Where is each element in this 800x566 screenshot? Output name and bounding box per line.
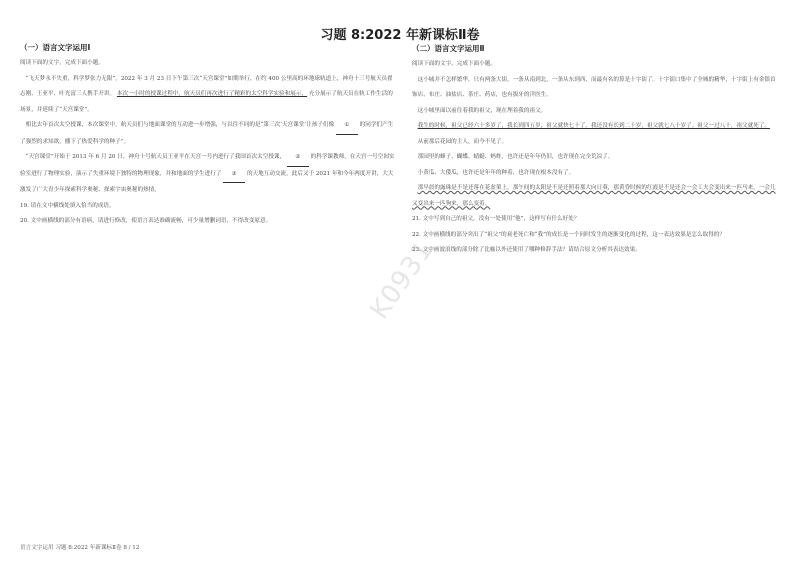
passage-paragraph-3 (20, 150, 398, 199)
passage-paragraph-1: 这小城并不怎样繁华，只有两条大街，一条从南到北，一条从东到西，而最有名的算是十字街了。十字街口集中了全城的精华，十字街上有金银首饰店、布庄、油盐店、茶庄、药店，也有拔牙的洋医生。 (412, 76, 776, 98)
underlined-sentence: 本次一小时的授课过程中，航天员们再次进行了精彩的太空科学实验和展示， (116, 91, 308, 97)
section-heading-1: （一）语言文字运用Ⅰ (20, 43, 91, 52)
question-23: 23. 文中画波浪线的部分除了比喻以外还使用了哪种修辞手法？请结合原文分析其表达效果。 (412, 247, 641, 253)
page-footer: 语言文字运用 习题 8:2022 年新课标Ⅱ卷 8 / 12 (20, 545, 140, 551)
paragraph-text: “天宫课堂”开始于 2013 年 6 月 20 日，神舟十号航天员王亚平在天宫一号内进行了我国首次太空授课， (25, 154, 286, 160)
question-19: 19. 请在文中横线处填入恰当的成语。 (20, 202, 115, 209)
wavy-underlined-paragraph: 那早晨的露珠是不是还落在花盆架上，那午间的太阳是不是还照着那大向日葵，那黄昏时候的红霞是不是还会一会工夫会变出来一匹马来，一会儿又变出来一匹狗来，那么变着。 (412, 185, 776, 207)
passage-paragraph-2: 这小城里面以前住着我的祖父，现在埋着我的祖父。 (417, 107, 547, 114)
paragraph-text: 充分展示了航天员在轨工作生活的场景，并延续了“天宫课堂”。 (20, 91, 393, 113)
passage-paragraph-5: 那园里的蜂子、蝴蝶、蜻蜓、蚂蚱，也许还是年年仍旧，也许现在完全荒凉了。 (417, 154, 614, 160)
passage-paragraph-1 (20, 72, 398, 119)
question-21: 21. 文中写到自己的祖父，没有一处使用“他”，这样写有什么好处？ (412, 216, 580, 222)
section-heading-2: （二）语言文字运用Ⅱ (412, 44, 485, 53)
paragraph-text: 的天地互动交流，此后又于 2021 年和今年两度开讲，大大激发了广大青少年探索科学奥秘、探索宇宙奥秘的热情。 (20, 170, 394, 193)
fill-blank-3[interactable]: ③ (223, 167, 245, 184)
underlined-paragraph: 我生的时候，祖父已经六十多岁了，我长到四五岁，祖父就快七十了。我还没有长到二十岁，祖父就七八十岁了。祖父一过八十，祖父就死了。 (417, 123, 771, 129)
paragraph-text: 相比去年首次太空授课，本次课堂中，航天员们与地面课堂的互动进一步增强，与以往不同的是“第三次‘天宫课堂’让孩子们像 (25, 122, 335, 128)
passage-paragraph-6: 小黄瓜、大倭瓜，也许还是年年的种着，也许现在根本没有了。 (417, 169, 575, 176)
paragraph-text: 的同学们产生了强烈的求知欲，播下了热爱科学的种子”。 (20, 122, 394, 145)
right-column (412, 41, 780, 259)
question-20: 20. 文中画横线的部分有语病，请进行修改，使语言表达准确流畅，可少量增删词语，不得改变原意。 (20, 218, 272, 224)
question-22: 22. 文中画横线的部分突出了“祖父”的衰老死亡和“我”的成长是一个同时发生的逐渐变化的过程，这一表达效果是怎么取得的？ (412, 231, 725, 238)
passage-paragraph-4: 从前那后花园的主人，而今不见了。 (417, 138, 508, 145)
watermark-text: K0931 (364, 235, 440, 325)
paragraph-text: 的科学课教师，在天宫一号空间实验室进行了物理实验，演示了失重环境下独特的物理现象，并和地面的学生进行了 (20, 154, 395, 177)
fill-blank-2[interactable]: ② (287, 150, 309, 167)
left-column (20, 40, 398, 230)
fill-blank-1[interactable]: ① (336, 118, 358, 135)
passage-paragraph-2 (20, 118, 398, 150)
page-title: 习题 8:2022 年新课标Ⅱ卷 (320, 28, 480, 43)
instruction-text: 阅读下面的文字，完成下面小题。 (412, 61, 496, 67)
instruction-text: 阅读下面的文字，完成下面小题。 (20, 60, 104, 66)
paragraph-text: “飞天梦永不失重，科学梦张力无限”，2022 年 3 月 23 日下午第三次“天宫课堂”如期举行，在约 400 公里高的环地球轨道上，神舟十三号航天员翟志刚、王亚平、叶光富三人携手开讲。 (20, 75, 393, 97)
